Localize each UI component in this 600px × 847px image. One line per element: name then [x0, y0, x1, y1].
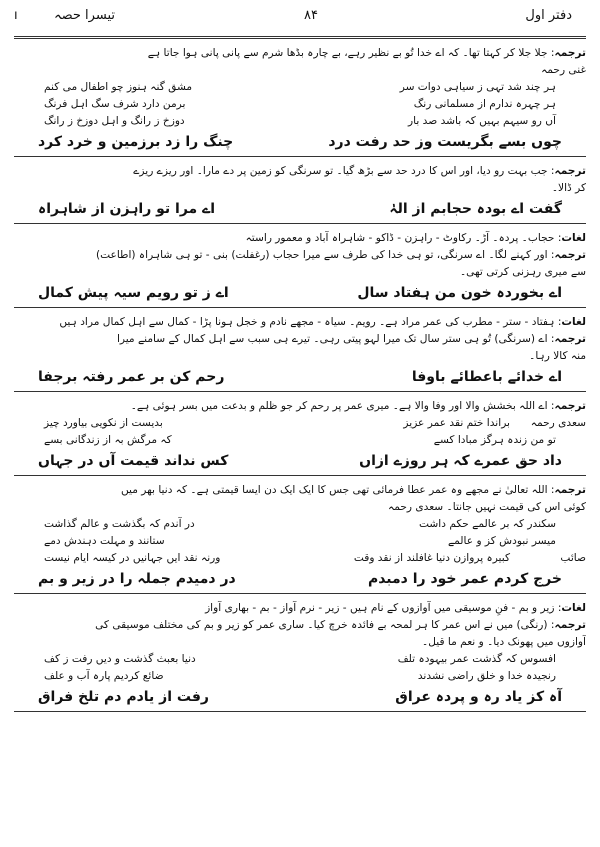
- line-text: : اے اللہ بخشش والا اور وفا والا ہے۔ میری عمر پر رحم کر جو ظلم و بدعت میں بسر ہوئی ہے۔: [130, 400, 555, 412]
- prose-line: [14, 264, 586, 281]
- prose-line: [14, 230, 586, 247]
- verse-underline-rule: [14, 593, 586, 594]
- prose-line: [14, 600, 586, 617]
- verse-hemistich-first: گفت اے بودہ حجابم از الہٰ: [389, 201, 562, 217]
- verse-hemistich-first: اے بخوردہ خون من ہفتاد سال: [357, 285, 562, 301]
- verse-hemistich-second: دنیا بعبث گذشت و دیں رفت ز کف: [44, 653, 196, 665]
- verse-hemistich-second: مشق گنہ ہنوز چو اطفال می کنم: [44, 81, 193, 93]
- verse-couplet: [14, 96, 586, 113]
- verse-hemistich-first: میسر نبودش کز و عالمے: [447, 535, 556, 547]
- line-text: کر ڈالا۔: [551, 182, 586, 194]
- line-text: آوازوں میں پھونک دیا۔ و نعم ما قیل۔: [422, 636, 586, 648]
- verse-hemistich-first: آہ کز یاد رہ و پردہ عراق: [395, 689, 562, 705]
- line-text: : (رنگی) میں نے اس عمر کا ہر لمحہ بے فائدہ خرچ کیا۔ ساری عمر کو زیر و بم کی مختلف موسیقی کی: [95, 619, 555, 631]
- line-text: : جب بہت رو دیا، اور اس کا درد حد سے بڑھ گیا۔ تو سرنگی کو زمین پر دے مارا۔ اور ریزے ریزے: [133, 165, 555, 177]
- verse-hemistich-second: کہ مرگش بہ از زندگانی بسے: [44, 434, 172, 446]
- line-label: ترجمہ: [554, 484, 586, 496]
- verse-pair: [14, 415, 510, 432]
- verse-couplet: [14, 281, 586, 305]
- prose-line: [14, 398, 586, 415]
- line-label: لغات: [561, 602, 586, 614]
- verse-couplet: [14, 533, 586, 550]
- verse-hemistich-first: آں رو سیہم بہیں کہ باشد صد بار: [408, 115, 556, 127]
- prose-line: [14, 499, 586, 516]
- verse-underline-rule: [14, 391, 586, 392]
- verse-hemistich-first: ہر چہرہ ندارم از مسلمانی رنگ: [413, 98, 556, 110]
- page-header: [14, 4, 586, 34]
- line-text: کوئی اس کی قیمت نہیں جانتا۔ سعدی رحمہ: [387, 501, 586, 513]
- verse-hemistich-second: در دمیدم جملہ را در زیر و بم: [38, 571, 236, 587]
- verse-pair: [14, 550, 510, 567]
- verse-couplet: [14, 113, 586, 130]
- verse-hemistich-second: کس نداند قیمت آں در جہاں: [38, 453, 229, 469]
- verse-hemistich-second: برمن دارد شرف سگ اہل فرنگ: [44, 98, 186, 110]
- verse-hemistich-first: افسوس کہ گذشت عمر بیہودہ تلف: [397, 653, 556, 665]
- line-label: لغات: [561, 316, 586, 328]
- verse-couplet: [14, 516, 586, 533]
- page-number: ۸۴: [304, 8, 318, 23]
- line-text: : جلا جلا کر کہتا تھا۔ کہ اے خدا تُو بے نظیر رہے، بے چارہ بڈھا شرم سے پانی پانی ہوا جاتا ہے: [147, 47, 555, 59]
- verse-couplet: [14, 79, 586, 96]
- prose-line: [14, 634, 586, 651]
- line-text: منہ کالا رہا۔: [529, 350, 586, 362]
- verse-hemistich-first: براندا ختم نقد عمر عزیز: [403, 417, 510, 429]
- verse-hemistich-second: چنگ را زد برزمین و خرد کرد: [38, 134, 234, 150]
- prose-line: [14, 314, 586, 331]
- line-text: : اے (سرنگی) تُو ہی ستر سال تک میرا لہو پیتی رہی۔ تیرے ہی سبب سے اہل کمال کے سامنے میرا: [116, 333, 555, 345]
- verse-underline-rule: [14, 223, 586, 224]
- prose-line: [14, 45, 586, 62]
- prose-line: [14, 163, 586, 180]
- poet-name: صائب: [560, 552, 586, 564]
- prose-line: [14, 348, 586, 365]
- header-rule: [14, 36, 586, 39]
- verse-hemistich-first: داد حق عمرے کہ ہر روزے ازاں: [359, 453, 562, 469]
- verse-hemistich-second: در آندم کہ بگذشت و عالم گذاشت: [44, 518, 195, 530]
- prose-line: [14, 247, 586, 264]
- verse-hemistich-first: خرج کردم عمر خود را دمبدم: [367, 571, 562, 587]
- line-text: : زیر و بم - فنِ موسیقی میں آوازوں کے نام ہیں - زیر - نرم آواز - بم - بھاری آواز: [205, 602, 562, 614]
- verse-hemistich-first: تو من زندہ ہرگز مبادا کسے: [433, 434, 556, 446]
- verse-hemistich-second: اے مرا تو راہزن از شاہراہ: [38, 201, 216, 217]
- verse-hemistich-second: ورنہ نقد ایں جہانیں در کیسہ ایام نیست: [44, 552, 221, 564]
- line-label: ترجمہ: [554, 165, 586, 177]
- line-label: ترجمہ: [554, 619, 586, 631]
- verse-couplet: [14, 651, 586, 668]
- line-text: غنی رحمہ: [541, 64, 586, 76]
- verse-underline-rule: [14, 475, 586, 476]
- verse-couplet: [14, 685, 586, 709]
- verse-hemistich-first: کبیرہ پروازن دنیا غافلند از نقد وقت: [353, 552, 510, 564]
- verse-hemistich-first: ہر چند شد تہی ز سیاہی دوات سر: [399, 81, 556, 93]
- prose-line: [14, 331, 586, 348]
- line-label: ترجمہ: [554, 47, 586, 59]
- prose-line: [14, 62, 586, 79]
- line-text: سے میری رہزنی کرتی تھی۔: [459, 266, 586, 278]
- verse-underline-rule: [14, 307, 586, 308]
- prose-line: [14, 180, 586, 197]
- header-section-title: تیسرا حصہ: [54, 8, 115, 23]
- verse-couplet: [14, 365, 586, 389]
- prose-line: [14, 482, 586, 499]
- verse-underline-rule: [14, 156, 586, 157]
- verse-couplet: [14, 567, 586, 591]
- line-label: ترجمہ: [554, 400, 586, 412]
- prose-line: [14, 617, 586, 634]
- verse-couplet: [14, 432, 586, 449]
- verse-underline-rule: [14, 711, 586, 712]
- line-text: : ہفتاد - ستر - مطرب کی عمر مراد ہے۔ رویم۔ سیاہ - مجھے نادم و خجل ہونا پڑا - کمال سے اہل کمال مراد ہیں: [59, 316, 562, 328]
- verse-couplet-with-poet: [14, 415, 586, 432]
- verse-hemistich-second: دوزخ ز رانگ و اہل دوزخ ز رانگ: [44, 115, 185, 127]
- verse-hemistich-second: ضائع کردیم پارہ آب و علف: [44, 670, 164, 682]
- verse-couplet-with-poet: [14, 550, 586, 567]
- header-book-title: دفتر اول: [525, 8, 572, 23]
- verse-hemistich-second: ستانند و مہلت دہندش دمے: [44, 535, 165, 547]
- line-text: : اور کہنے لگا۔ اے سرنگی، تو ہی خدا کی طرف سے میرا حجاب (رغفلت) بنی - تو ہی شاہراہ (اطاعت): [95, 249, 555, 261]
- verse-hemistich-second: بدیست از نکویی بیاورد چیز: [44, 417, 163, 429]
- line-text: : حجاب۔ پردہ۔ آڑ۔ رکاوٹ - راہزن - ڈاکو - شاہراہ آباد و معمور راستہ: [245, 232, 562, 244]
- verse-hemistich-second: رفت از یادم دم تلخ فراق: [38, 689, 209, 705]
- verse-couplet: [14, 130, 586, 154]
- verse-couplet: [14, 449, 586, 473]
- line-label: ترجمہ: [554, 249, 586, 261]
- page-body: [14, 45, 586, 712]
- line-text: : اللہ تعالیٰ نے مجھے وہ عمر عطا فرمائی تھی جس کا ایک ایک دن ایسا قیمتی ہے۔ کہ دنیا بھر میں: [120, 484, 555, 496]
- line-label: لغات: [561, 232, 586, 244]
- verse-hemistich-first: چوں بسے بگریست وز حد رفت درد: [328, 134, 562, 150]
- verse-couplet: [14, 197, 586, 221]
- corner-mark: ı: [14, 8, 18, 23]
- verse-hemistich-first: رنجیدہ خدا و خلق راضی نشدند: [417, 670, 556, 682]
- poet-name: سعدی رحمہ: [530, 417, 586, 429]
- line-label: ترجمہ: [554, 333, 586, 345]
- verse-hemistich-first: سکندر کہ بر عالمے حکم داشت: [419, 518, 556, 530]
- verse-couplet: [14, 668, 586, 685]
- verse-hemistich-second: اے ز تو رویم سیہ پیش کمال: [38, 285, 229, 301]
- verse-hemistich-first: اے خدائے باعطائے باوفا: [411, 369, 562, 385]
- verse-hemistich-second: رحم کن بر عمر رفتہ برجفا: [38, 369, 225, 385]
